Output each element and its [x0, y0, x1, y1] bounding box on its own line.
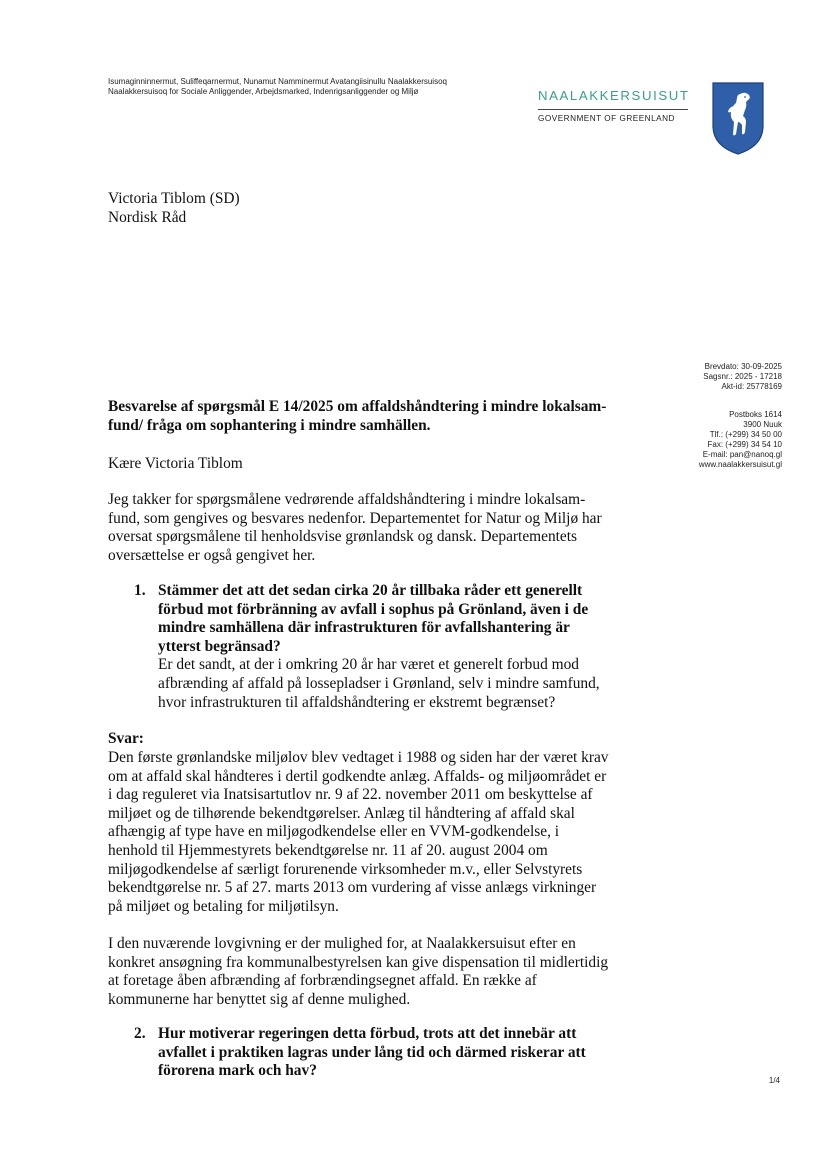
recipient-name: Victoria Tiblom (SD): [108, 190, 240, 207]
answer-line: at foretage åben afbrænding af forbrændingsegnet affald. En række af: [108, 972, 537, 990]
answer-line: miljøgodkendelse af særligt forurenende virksomheder m.v., eller Selvstyrets: [108, 860, 583, 878]
answer-line: konkret ansøgning fra kommunalbestyrelsen kan give dispensation til midlertidig: [108, 953, 609, 971]
recipient-block: [108, 190, 508, 227]
answer-line: kommunerne har benyttet sig af denne mulighed.: [108, 990, 411, 1008]
document-id: Akt-id: 25778169: [721, 382, 782, 391]
question-2: [110, 1025, 630, 1085]
question-text: [158, 582, 628, 712]
brand-divider: [538, 109, 688, 110]
page-number: 1/4: [768, 1076, 780, 1085]
question-1: [110, 582, 630, 717]
answer-line: på miljøet og betaling for miljøtilsyn.: [108, 897, 339, 915]
case-number: Sagsnr.: 2025 - 17218: [703, 372, 782, 381]
intro-paragraph: [108, 491, 628, 565]
intro-line: Jeg takker for spørgsmålene vedrørende affaldshåndtering i mindre lokalsam-: [108, 491, 586, 508]
subject-line: Besvarelse af spørgsmål E 14/2025 om affaldshåndtering i mindre lokalsam-: [108, 398, 607, 415]
question-number: 1.: [134, 582, 146, 599]
question-danish-line: Er det sandt, at der i omkring 20 år har været et generelt forbud mod: [158, 656, 579, 674]
question-text: [158, 1025, 628, 1081]
question-number: 2.: [134, 1025, 146, 1042]
answer-line: om at affald skal håndteres i dertil godkendte anlæg. Affalds- og miljøområdet er: [108, 767, 607, 785]
greenland-crest-icon: [710, 80, 766, 156]
question-swedish-line: ytterst begränsad?: [158, 637, 281, 655]
intro-line: oversat spørgsmålene til henholdsvise grønlandsk og dansk. Departementets: [108, 528, 578, 546]
email: E-mail: pan@nanoq.gl: [702, 450, 782, 459]
answer-line: afhængig af type have en miljøgodkendelse eller en VVM-godkendelse, i: [108, 823, 560, 841]
answer-label: Svar:: [108, 730, 144, 747]
answer-line: Den første grønlandske miljølov blev vedtaget i 1988 og siden har der været krav: [108, 749, 609, 766]
intro-line: fund, som gengives og besvares nedenfor. Departementet for Natur og Miljø har: [108, 509, 602, 527]
letter-subject: [108, 398, 628, 435]
department-header: [108, 77, 528, 97]
postbox: Postboks 1614: [729, 410, 782, 419]
answer-line: i dag reguleret via Inatsisartutlov nr. 9 af 22. november 2011 om beskyttelse af: [108, 786, 593, 804]
greeting: Kære Victoria Tiblom: [108, 455, 243, 472]
letter-meta: [610, 362, 782, 392]
brand-name: NAALAKKERSUISUT: [538, 88, 690, 103]
question-swedish-line: mindre samhällena där infrastrukturen för avfallshantering är: [158, 619, 570, 637]
city: 3900 Nuuk: [743, 420, 782, 429]
question-swedish-line: förbud mot förbränning av avfall i sophus på Grönland, även i de: [158, 600, 589, 618]
question-swedish-line: Hur motiverar regeringen detta förbud, trots att det innebär att: [158, 1025, 577, 1042]
question-swedish-line: Stämmer det att det sedan cirka 20 år tillbaka råder ett generellt: [158, 582, 583, 599]
question-swedish-line: förorena mark och hav?: [158, 1062, 317, 1080]
question-danish-line: hvor infrastrukturen til affaldshåndtering er ekstremt begrænset?: [158, 693, 556, 711]
fax: Fax: (+299) 34 54 10: [707, 440, 782, 449]
brand-block: [538, 88, 690, 123]
answer-line: miljøet og de tilhørende bekendtgørelser. Anlæg til håndtering af affald skal: [108, 804, 575, 822]
subject-line: fund/ fråga om sophantering i mindre samhällen.: [108, 416, 431, 434]
answer-line: bekendtgørelse nr. 5 af 27. marts 2013 om vurdering af visse anlægs virkninger: [108, 879, 597, 897]
brand-subtitle: GOVERNMENT OF GREENLAND: [538, 114, 675, 123]
website: www.naalakkersuisut.gl: [698, 460, 782, 469]
question-swedish-line: avfallet i praktiken lagras under lång tid och därmed riskerar att: [158, 1043, 586, 1061]
question-danish-line: afbrænding af affald på lossepladser i Grønland, selv i mindre samfund,: [158, 674, 600, 692]
answer-paragraph-1: [108, 749, 633, 916]
contact-info: [610, 410, 782, 470]
department-line-greenlandic: Isumaginninnermut, Suliffeqarnermut, Nunamut Namminermut Avatangiisinullu Naalakkersuisoq: [108, 77, 447, 86]
department-line-danish: Naalakkersuisoq for Sociale Anliggender, Arbejdsmarked, Indenrigsanliggender og Miljø: [108, 87, 419, 96]
phone: Tlf.: (+299) 34 50 00: [709, 430, 782, 439]
letter-date: Brevdato: 30-09-2025: [704, 362, 782, 371]
intro-line: oversættelse er også gengivet her.: [108, 546, 316, 564]
recipient-organization: Nordisk Råd: [108, 208, 187, 226]
answer-line: henhold til Hjemmestyrets bekendtgørelse nr. 11 af 20. august 2004 om: [108, 841, 548, 859]
answer-paragraph-2: [108, 935, 633, 1009]
answer-line: I den nuværende lovgivning er der mulighed for, at Naalakkersuisut efter en: [108, 935, 576, 952]
